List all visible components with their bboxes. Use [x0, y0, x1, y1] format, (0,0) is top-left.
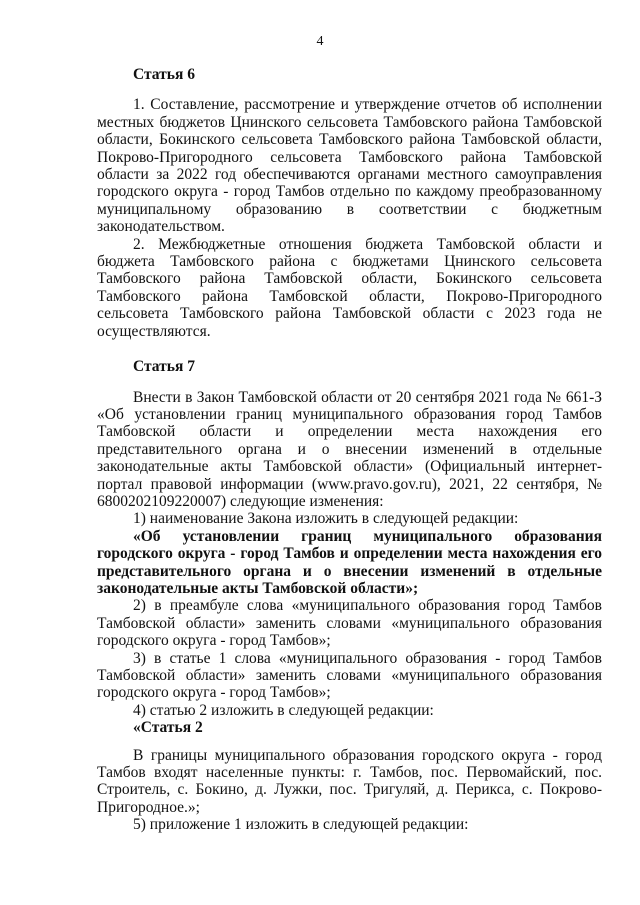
- article-7-heading: Статья 7: [133, 358, 195, 376]
- article-6-paragraph-1: 1. Составление, рассмотрение и утверждение отчетов об исполнении местных бюджетов Цнинского сельсовета Тамбовского района Тамбовской области, Бокинского сельсовета Тамбовского района Тамбовской области, Покрово-Пригородного сельсовета Тамбовского района Тамбовской области за 2022 год обеспечиваются органами местного самоуправления городского округа - город Тамбов отдельно по каждому преобразованному муниципальному образованию в соответствии с бюджетным законодательством.: [97, 96, 602, 236]
- article-7-item-5: 5) приложение 1 изложить в следующей редакции:: [133, 816, 469, 834]
- article-7-intro: Внести в Закон Тамбовской области от 20 сентября 2021 года № 661-З «Об установлении границ муниципального образования город Тамбов Тамбовской области и определении места нахождения его представительного органа и о внесении изменений в отдельные законодательные акты Тамбовской области» (Официальный интернет-портал правовой информации (www.pravo.gov.ru), 2021, 22 сентября, № 6800202109220007) следующие изменения:: [97, 388, 602, 510]
- article-7-item-1-new-title: «Об установлении границ муниципального образования городского округа - город Тамбов и определении места нахождения его представительного органа и о внесении изменений в отдельные законодательные акты Тамбовской области»;: [97, 527, 602, 597]
- article-6-heading: Статья 6: [133, 66, 195, 83]
- article-7-item-2: 2) в преамбуле слова «муниципального образования город Тамбов Тамбовской области» заменить словами «муниципального образования городского округа - город Тамбов»;: [97, 597, 602, 650]
- article-7-item-3: 3) в статье 1 слова «муниципального образования - город Тамбов Тамбовской области» заменить словами «муниципального образования городского округа - город Тамбов»;: [97, 649, 602, 702]
- article-7-item-1: 1) наименование Закона изложить в следующей редакции:: [133, 510, 519, 528]
- article-6-paragraph-2: 2. Межбюджетные отношения бюджета Тамбовской области и бюджета Тамбовского района с бюджетами Цнинского сельсовета Тамбовского района Тамбовской области, Бокинского сельсовета Тамбовского района Тамбовской области, Покрово-Пригородного сельсовета Тамбовского района Тамбовской области с 2023 года не осуществляются.: [97, 235, 602, 340]
- quoted-article-2-heading: «Статья 2: [133, 719, 203, 737]
- quoted-article-2-body: В границы муниципального образования городского округа - город Тамбов входят населенные пункты: г. Тамбов, пос. Первомайский, пос. Строитель, с. Бокино, д. Лужки, пос. Тригуляй, д. Перикса, с. Покрово-Пригородное.»;: [97, 746, 602, 816]
- page-number: 4: [316, 34, 324, 49]
- document-body: [97, 66, 602, 834]
- article-7-item-4: 4) статью 2 изложить в следующей редакции:: [133, 701, 434, 719]
